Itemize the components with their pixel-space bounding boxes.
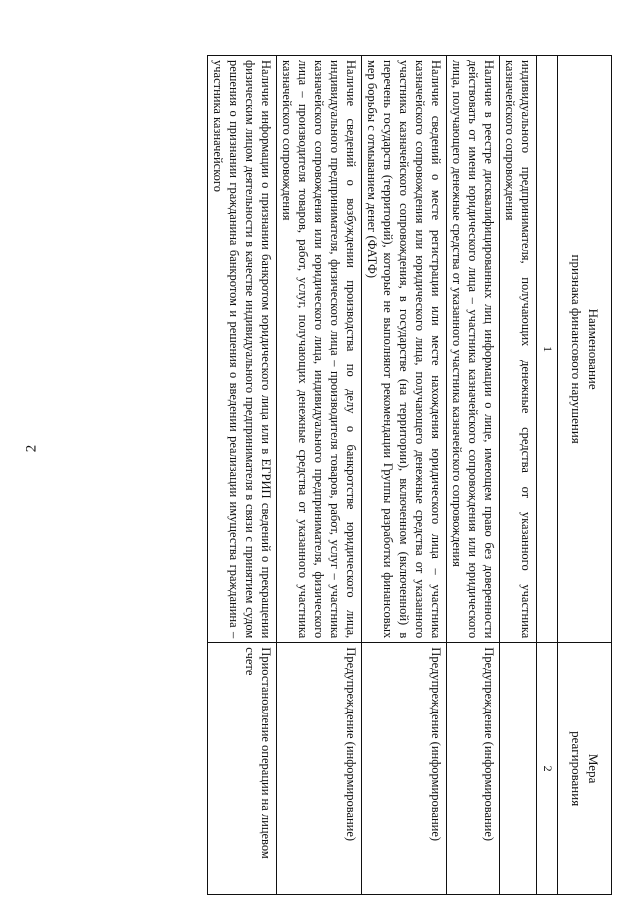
response-measure: Предупреждение (информирование) [277,643,362,895]
page-number: 2 [23,444,40,453]
column-number-1: 1 [537,56,557,643]
rotated-table-wrapper [37,55,612,895]
violation-condition: индивидуального предпринимателя, получающих денежные средства от указанного участника казначейского сопровождения [500,56,537,643]
header-col2-line2: реагирования [569,731,585,807]
header-col1-line2: признака финансового нарушения [569,254,585,444]
table-row [500,56,537,895]
table-row [208,56,277,895]
response-measure: Предупреждение (информирование) [447,643,500,895]
table-row [277,56,362,895]
column-number-2: 2 [537,643,557,895]
response-measure [500,643,537,895]
financial-violation-table [207,55,612,895]
response-measure: Предупреждение (информирование) [362,643,447,895]
response-measure: Приостановление операции на лицевом счете [208,643,277,895]
violation-condition: Наличие информации о признании банкротом юридического лица или в ЕГРИП сведений о прекращении физическим лицом деятельности в качестве индивидуального предпринимателя в связи с принятием судом решения о признании гражданина банкротом и решения о введении реализации имущества гражданина – участника казначейского [208,56,277,643]
table-row [447,56,500,895]
violation-condition: Наличие в реестре дисквалифицированных лиц информации о лице, имеющем право без доверенности действовать от имени юридического лица – участника казначейского сопровождения или юридического лица, получающего денежные средства от указанного участника казначейского сопровождения [447,56,500,643]
violation-condition: Наличие сведений о возбуждении производства по делу о банкротстве юридического лица, индивидуального предпринимателя, физического лица – производителя товаров, работ, услуг – участника казначейского сопровождения или юридического лица, индивидуального предпринимателя, физического лица – производителя товаров, работ, услуг, получающих денежные средства от указанного участника казначейского сопровождения [277,56,362,643]
header-col1-line1: Наименование [586,308,601,390]
table-header-row [557,56,611,895]
header-col2-line1: Мера [586,753,601,784]
header-violation-name [557,56,611,643]
header-response-measure [557,643,611,895]
violation-condition: Наличие сведений о месте регистрации или месте нахождения юридического лица – участника казначейского сопровождения или юридического лица, получающего денежные средства от указанного участника казначейского сопровождения, в государстве (на территории), включенном (включенной) в перечень государств (территорий), которые не выполняют рекомендации Группы разработки финансовых мер борьбы с отмыванием денег (ФАТФ) [362,56,447,643]
table-row [362,56,447,895]
column-number-row [537,56,557,895]
